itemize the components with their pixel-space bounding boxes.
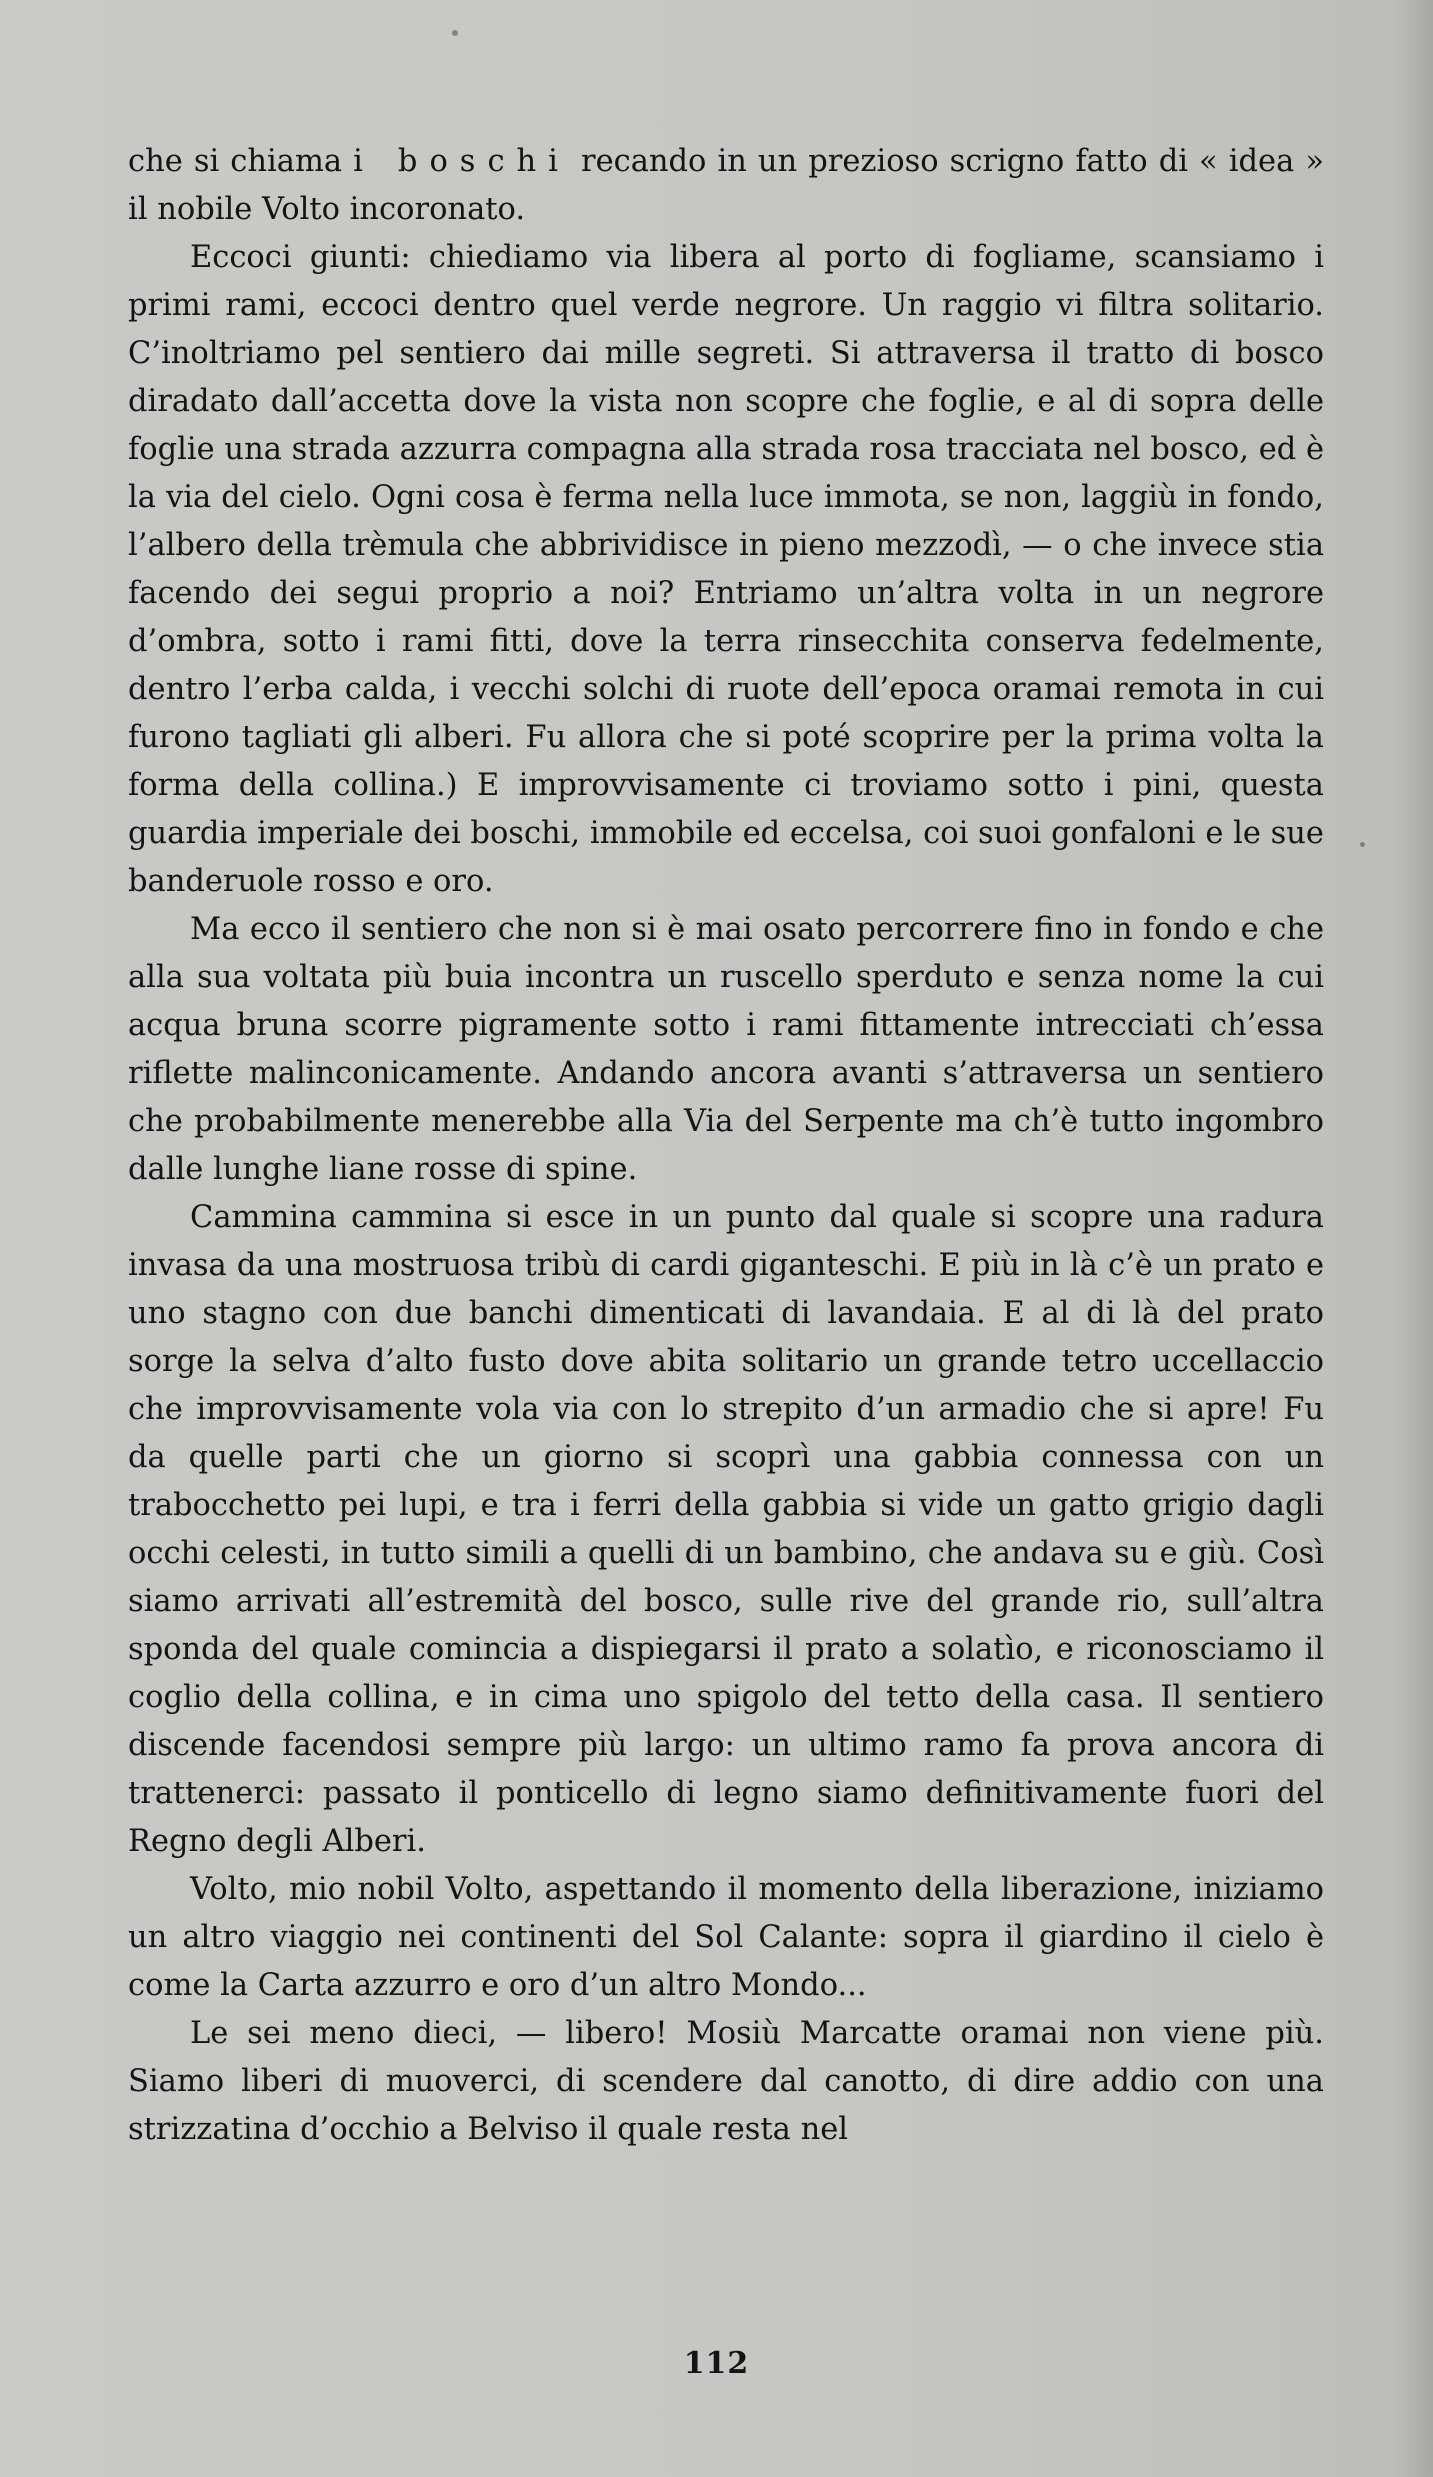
page-edge-shadow [1393, 0, 1433, 2477]
ink-speck [1360, 842, 1365, 847]
spaced-emphasis: i boschi [353, 144, 570, 179]
paragraph-rest: recando in un prezioso scrigno fatto di « idea » il nobile Volto incoronato. [128, 144, 1324, 227]
page-number: 112 [683, 2346, 750, 2381]
ink-speck [452, 30, 458, 36]
paragraph-path-stream: Ma ecco il sentiero che non si è mai osato percorrere fino in fondo e che alla sua voltata più buia incontra un ruscello sperduto e senza nome la cui acqua bruna scorre pigramente sotto i rami fittamente intrecciati ch’essa riflette malinconicamente. Andando ancora avanti s’attraversa un sentiero che probabilmente menerebbe alla Via del Serpente ma ch’è tutto ingombro dalle lunghe liane rosse di spine. [128, 912, 1324, 1187]
paragraph-lead: che si chiama [128, 144, 354, 179]
paragraph-woods-entry: Eccoci giunti: chiediamo via libera al porto di fogliame, scansiamo i primi rami, eccoci dentro quel verde negrore. Un raggio vi filtra solitario. C’inoltriamo pel sentiero dai mille segreti. Si attraversa il tratto di bosco diradato dall’accetta dove la vista non scopre che foglie, e al di sopra delle foglie una strada azzurra compagna alla strada rosa tracciata nel bosco, ed è la via del cielo. Ogni cosa è ferma nella luce immota, se non, laggiù in fondo, l’albero della trèmula che abbrividisce in pieno mezzodì, — o che invece stia facendo dei segui proprio a noi? Entriamo un’altra volta in un negrore d’ombra, sotto i rami fitti, dove la terra rinsecchita conserva fedelmente, dentro l’erba calda, i vecchi solchi di ruote dell’epoca oramai remota in cui furono tagliati gli alberi. Fu allora che si poté scoprire per la prima volta la forma della collina.) E improvvisamente ci troviamo sotto i pini, questa guardia imperiale dei boschi, immobile ed eccelsa, coi suoi gonfaloni e le sue banderuole rosso e oro. [128, 240, 1325, 899]
paragraph-clearing: Cammina cammina si esce in un punto dal quale si scopre una radura invasa da una mostruosa tribù di cardi giganteschi. E più in là c’è un prato e uno stagno con due banchi dimenticati di lavandaia. E al di là del prato sorge la selva d’alto fusto dove abita solitario un grande tetro uccellaccio che improvvisamente vola via con lo strepito d’un armadio che si apre! Fu da quelle parti che un giorno si scoprì una gabbia connessa con un trabocchetto pei lupi, e tra i ferri della gabbia si vide un gatto grigio dagli occhi celesti, in tutto simili a quelli di un bambino, che andava su e giù. Così siamo arrivati all’estremità del bosco, sulle rive del grande rio, sull’altra sponda del quale comincia a dispiegarsi il prato a solatìo, e riconosciamo il coglio della collina, e in cima uno spigolo del tetto della casa. Il sentiero discende facendosi sempre più largo: un ultimo ramo fa prova ancora di trattenerci: passato il ponticello di legno siamo definitivamente fuori del Regno degli Alberi. [128, 1200, 1324, 1859]
paragraph-six-o-clock: Le sei meno dieci, — libero! Mosiù Marcatte oramai non viene più. Siamo liberi di muoverci, di scendere dal canotto, di dire addio con una strizzatina d’occhio a Belviso il quale resta nel [128, 2016, 1324, 2147]
body-text [128, 138, 1324, 2154]
paragraph-continued [128, 138, 1324, 234]
paragraph-noble-face: Volto, mio nobil Volto, aspettando il momento della liberazione, iniziamo un altro viaggio nei continenti del Sol Calante: sopra il giardino il cielo è come la Carta azzurro e oro d’un altro Mondo... [128, 1872, 1324, 2003]
